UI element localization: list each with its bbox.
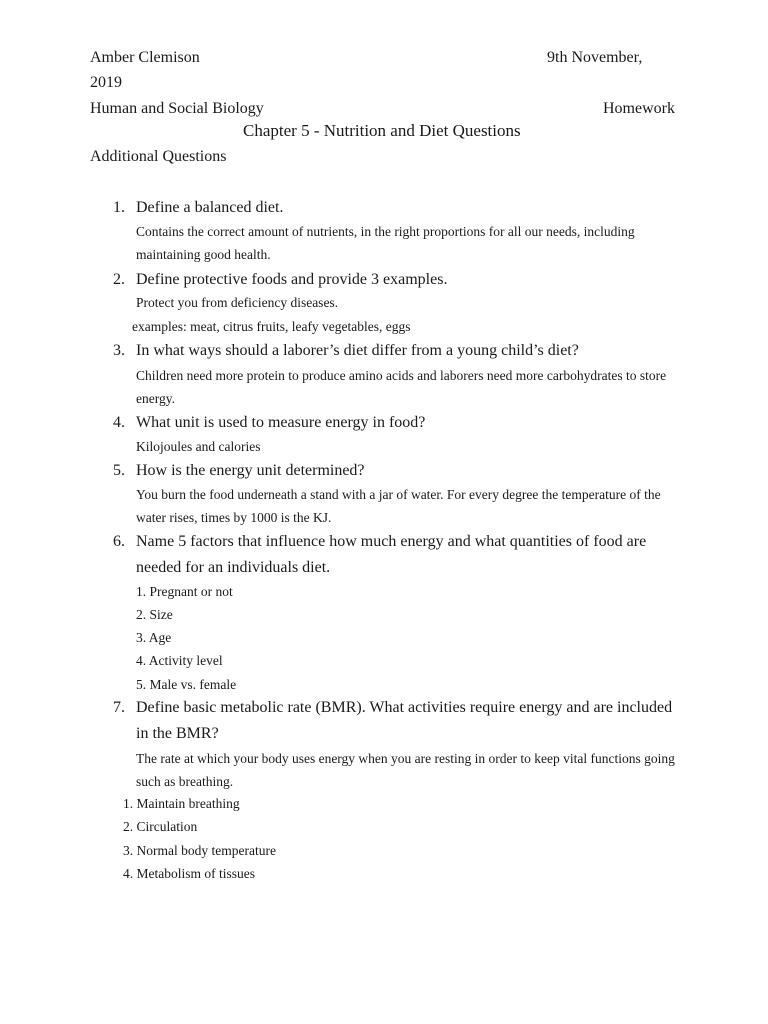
answer-text: Contains the correct amount of nutrients, in the right proportions for all our needs, including maintaining good health. xyxy=(136,224,635,262)
answer-text: You burn the food underneath a stand with a jar of water. For every degree the temperature of the water rises, times by 1000 is the KJ. xyxy=(136,487,661,525)
question-text: Define protective foods and provide 3 examples. xyxy=(136,271,448,288)
activity-item: 1. Maintain breathing xyxy=(123,796,240,811)
question-number: 1. xyxy=(113,199,125,216)
activity-item: 4. Metabolism of tissues xyxy=(123,866,255,881)
author-name: Amber Clemison xyxy=(90,49,200,66)
factor-item: 3. Age xyxy=(136,630,172,645)
assignment-type: Homework xyxy=(603,100,675,117)
answer-examples: examples: meat, citrus fruits, leafy vegetables, eggs xyxy=(132,319,411,334)
answer-text: Protect you from deficiency diseases. xyxy=(136,295,339,310)
factor-item: 1. Pregnant or not xyxy=(136,584,233,599)
question-text: How is the energy unit determined? xyxy=(136,462,365,479)
activity-item: 2. Circulation xyxy=(123,819,198,834)
question-number: 3. xyxy=(113,342,125,359)
question-number: 7. xyxy=(113,699,125,716)
question-number: 4. xyxy=(113,414,125,431)
question-number: 5. xyxy=(113,462,125,479)
answer-text: Kilojoules and calories xyxy=(136,439,261,454)
date-line-2: 2019 xyxy=(90,74,122,91)
answer-text: The rate at which your body uses energy when you are resting in order to keep vital functions going such as breathing. xyxy=(136,751,675,789)
activity-item: 3. Normal body temperature xyxy=(123,843,276,858)
question-text: Define a balanced diet. xyxy=(136,199,284,216)
factor-item: 2. Size xyxy=(136,607,173,622)
question-text: What unit is used to measure energy in food? xyxy=(136,414,426,431)
question-text: Name 5 factors that influence how much energy and what quantities of food are needed for an individuals diet. xyxy=(136,533,647,576)
subject-name: Human and Social Biology xyxy=(90,100,264,117)
factor-item: 4. Activity level xyxy=(136,653,223,668)
section-heading: Additional Questions xyxy=(90,148,227,165)
question-number: 2. xyxy=(113,271,125,288)
date-line-1: 9th November, xyxy=(547,49,643,66)
question-text: In what ways should a laborer’s diet differ from a young child’s diet? xyxy=(136,342,579,359)
answer-text: Children need more protein to produce amino acids and laborers need more carbohydrates to store energy. xyxy=(136,368,667,406)
factor-item: 5. Male vs. female xyxy=(136,677,237,692)
question-text: Define basic metabolic rate (BMR). What activities require energy and are included in the BMR? xyxy=(136,699,673,742)
question-number: 6. xyxy=(113,533,125,550)
document-title: Chapter 5 - Nutrition and Diet Questions xyxy=(243,121,521,140)
